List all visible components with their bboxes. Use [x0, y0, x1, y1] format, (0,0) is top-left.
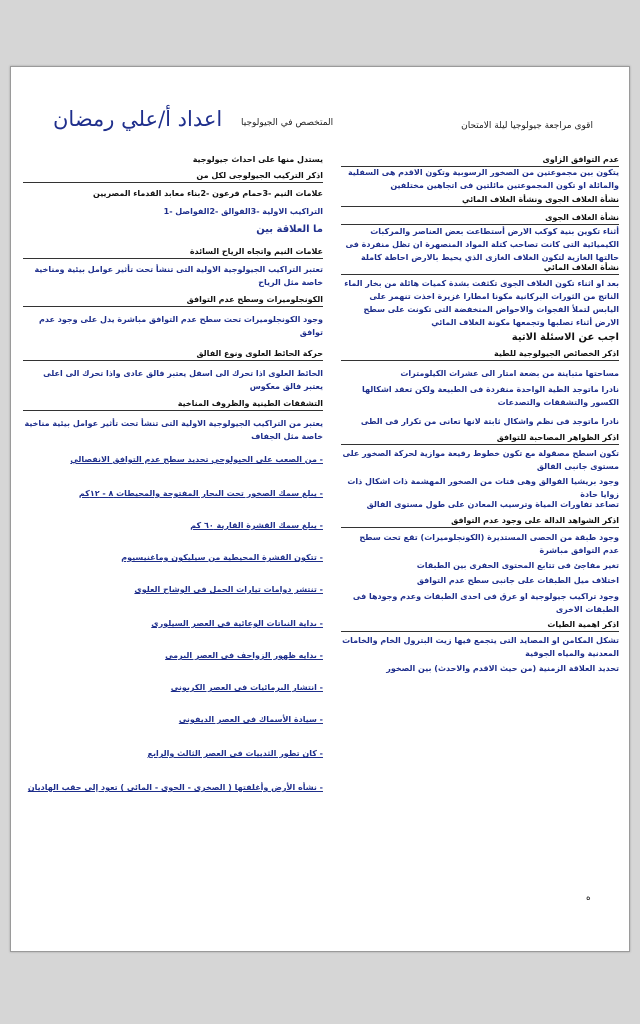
left-column-paragraph: - انتشار البرمائيات فى العصر الكربونى: [170, 683, 323, 692]
right-column-paragraph: اذكر اهمية الطيات: [341, 618, 619, 632]
left-column-paragraph: الكونجلوميرات وسطح عدم التوافق: [23, 293, 323, 307]
right-column-paragraph: عدم التوافق الزاوى: [341, 153, 619, 167]
right-column-paragraph: نادرا ماتوجد فى نظم واشكال ثابتة لانها تعانى من تكرار فى الطى: [360, 417, 619, 426]
left-column-paragraph: يعتبر من التراكيب الجيولوجية الاولية التى تنشأ تحت تأثير عوامل بيئية مناخية خاصة مثل الجفاف: [24, 419, 323, 441]
left-column-paragraph: الحائط العلوى اذا تحرك الى اسفل يعتبر فالق عادى واذا تحرك الى اعلى يعتبر فالق معكوس: [43, 369, 323, 391]
author-name: اعداد أ/علي رمضان: [53, 107, 223, 131]
right-column-paragraph: تكون اسطح مصقولة مع تكون خطوط رفيعة موازية لحركة الصخور على مستوى جانبى الفالق: [342, 449, 619, 471]
page-header: [11, 107, 629, 143]
left-column-paragraph: علامات النيم -3حمام فرعون -2بناء معابد القدماء المصريين: [93, 189, 323, 198]
right-column-paragraph: وجود تراكيب جيولوجية او عرق فى احدى الطبقات وعدم وجودها فى الطبقات الاخرى: [352, 592, 619, 614]
right-column-paragraph: تحديد العلاقة الزمنية (من حيث الاقدم والاحدث) بين الصخور: [386, 664, 619, 673]
left-column-paragraph: حركة الحائط العلوى ونوع الفالق: [23, 347, 323, 361]
left-column-paragraph: - يبلغ سمك القشرة القارية ٦٠ كم: [190, 521, 323, 530]
left-column-paragraph: - يبلغ سمك الصخور تحت البحار المفتوحة والمحيطات ٨ - ١٢كم: [78, 489, 323, 498]
left-column-paragraph: - نشأه الأرض وأغلفتها ( الصخرى - الجوى - المائى ) تعود إلى حقب الهاديان: [27, 783, 323, 792]
left-column-paragraph: تعتبر التراكيب الجيولوجية الاولية التى تنشأ تحت تأثير عوامل بيئية ومناخية خاصة مثل الرياح: [34, 265, 323, 287]
left-column-paragraph: ما العلاقة بين: [256, 224, 323, 235]
left-column-paragraph: وجود الكونجلوميرات تحت سطح عدم التوافق مباشرة يدل على وجود عدم توافق: [39, 315, 323, 337]
right-column-paragraph: تصاعد تفاورات المياة وترسيب المعادن على طول مستوى الفالق: [366, 500, 619, 509]
left-column-paragraph: - تتكون القشرة المحيطية من سيليكون وماغنيسيوم: [121, 553, 323, 562]
right-column-paragraph: مساحتها متباينة من بضعة امتار الى عشرات الكيلومترات: [400, 369, 619, 378]
right-column-paragraph: اذكر الشواهد الدالة على وجود عدم التوافق: [341, 514, 619, 528]
right-column-paragraph: اختلاف ميل الطبقات على جانبى سطح عدم التوافق: [416, 576, 619, 585]
right-column-paragraph: اذكر الخصائص الجيولوجية للطية: [341, 347, 619, 361]
header-subtitle: المتخصص في الجيولوجيا: [241, 118, 334, 128]
right-column-paragraph: بعد او اثناء تكون الغلاف الجوى تكثفت بشدة كميات هائلة من بخار الماء الناتج من الثورات البركانية مكونا امطارا غزيرة اخذت تنهمر على اليابس لتملأ الفجوات والاحواض المنخفضة التى تكونت على سطح الارض أثناء تصلبها وتجمعها مكونة الغلاف المائي: [344, 279, 619, 327]
right-column-paragraph: نادرا ماتوجد الطية الواحدة منفردة فى الطبيعة ولكن تعقد اشكالها الكسور والتشققات والتصدعات: [362, 385, 619, 407]
left-column-paragraph: - سيادة الأسماك فى العصر الديفونى: [178, 715, 323, 724]
left-column-paragraph: اذكر التركيب الجيولوجى لكل من: [23, 169, 323, 183]
right-column-paragraph: تشكل المكامن او المصايد التى يتجمع فيها زيت البترول الخام والخامات المعدنية والمياه الجوفية: [342, 636, 619, 658]
left-column-paragraph: - تنتشر دوامات تيارات الحمل فى الوشاح العلوى: [134, 585, 323, 594]
right-column-paragraph: يتكون بين مجموعتين من الصخور الرسوبية وتكون الاقدم هى السفلية والمائلة او تكون المجموعتين مائلتين فى اتجاهين مختلفين: [347, 168, 619, 190]
left-column-paragraph: - بدايه ظهور الزواحف فى العصر البرمى: [165, 651, 323, 660]
right-column-paragraph: اجب عن الاسئلة الاتية: [511, 332, 619, 343]
header-title: اقوى مراجعة جيولوجيا ليلة الامتحان: [461, 121, 593, 131]
right-column-paragraph: اذكر الظواهر المصاحبة للتوافق: [341, 431, 619, 445]
right-column-paragraph: نشأة الغلاف الجوى ونشأة الغلاف المائي: [341, 193, 619, 207]
page-number: ه: [586, 893, 591, 903]
right-column-paragraph: تغير مفاجئ فى تتابع المحتوى الحفرى بين الطبقات: [416, 561, 619, 570]
left-column-paragraph: التشققات الطينية والظروف المناخية: [23, 397, 323, 411]
right-column-paragraph: وجود طبقة من الحصى المستديرة (الكونجلوميرات) تقع تحت سطح عدم التوافق مباشرة: [359, 533, 619, 555]
document-page: [10, 66, 630, 952]
right-column-paragraph: نشأة الغلاف المائي: [341, 261, 619, 275]
left-column-paragraph: التراكيب الاولية -3الفوالق -2الفواصل -1: [163, 207, 323, 216]
left-column-paragraph: - بداية النباتات الوعائية فى العصر السيلورى: [151, 619, 323, 628]
left-column-paragraph: - من الصعب على الجيولوجي تحديد سطح عدم التوافق الانفصالي: [70, 455, 323, 464]
right-column-paragraph: نشأة الغلاف الجوى: [341, 211, 619, 225]
left-column-paragraph: علامات النيم واتجاه الرياح السائدة: [23, 245, 323, 259]
right-column-paragraph: وجود بريشيا الفوالق وهى فتات من الصخور المهشمة ذات اشكال ذات زوايا حادة: [347, 477, 619, 499]
left-column-paragraph: - كان تطور الثدييات فى العصر الثالث والرابع: [147, 749, 323, 758]
left-column-paragraph: يستدل منها على احداث جيولوجية: [192, 155, 323, 164]
right-column-paragraph: أثناء تكوين بنية كوكب الارض أستطاعت بعض العناصر والمركبات الكيميائية التى كانت تصاحب كتلة المواد المنصهرة ان تظل منفردة فى حالتها الغازية لتكون الغلاف الغازى الذي يحيط بالارض احاطة كاملة: [345, 227, 619, 262]
